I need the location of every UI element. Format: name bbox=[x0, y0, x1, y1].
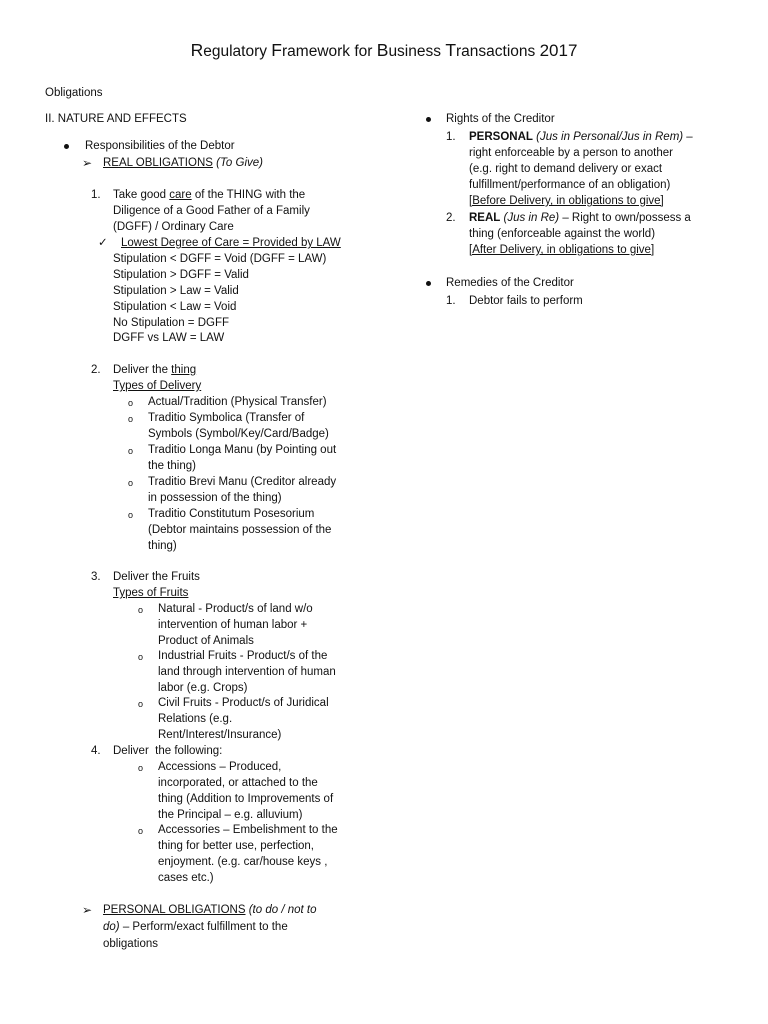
accessory-item: Accessories – Embelishment to the bbox=[158, 824, 338, 836]
circle-bullet-icon: o bbox=[138, 699, 144, 709]
after-delivery-note: [After Delivery, in obligations to give] bbox=[469, 244, 655, 256]
rights-of-creditor: Rights of the Creditor bbox=[446, 113, 555, 125]
item2-line: Deliver the thing bbox=[113, 364, 197, 376]
fruit-item: Rent/Interest/Insurance) bbox=[158, 729, 282, 741]
bullet-icon bbox=[64, 144, 69, 149]
real-obligations-line: REAL OBLIGATIONS (To Give) bbox=[103, 157, 263, 169]
personal-obligations-line: PERSONAL OBLIGATIONS (to do / not to bbox=[103, 904, 317, 916]
circle-bullet-icon: o bbox=[138, 763, 144, 773]
real-right-line1: REAL (Jus in Re) – Right to own/possess a bbox=[469, 212, 691, 224]
personal-right-line: right enforceable by a person to another bbox=[469, 147, 673, 159]
fruit-item: Civil Fruits - Product/s of Juridical bbox=[158, 697, 329, 709]
delivery-item: in possession of the thing) bbox=[148, 492, 282, 504]
personal-right-line1: PERSONAL (Jus in Personal/Jus in Rem) – bbox=[469, 131, 693, 143]
document-title: Regulatory Framework for Business Transactions 2017 bbox=[190, 40, 578, 60]
real-right-line: thing (enforceable against the world) bbox=[469, 228, 656, 240]
fruit-item: land through intervention of human bbox=[158, 666, 336, 678]
section-heading: II. NATURE AND EFFECTS bbox=[45, 113, 187, 125]
item-number: 1. bbox=[91, 189, 101, 201]
circle-bullet-icon: o bbox=[128, 446, 134, 456]
stipulation-line: DGFF vs LAW = LAW bbox=[113, 332, 225, 344]
personal-right-line: (e.g. right to demand delivery or exact bbox=[469, 163, 663, 175]
item4-line: Deliver the following: bbox=[113, 745, 223, 757]
fruit-item: Relations (e.g. bbox=[158, 713, 233, 725]
accession-item: thing (Addition to Improvements of bbox=[158, 793, 334, 805]
delivery-item: Symbols (Symbol/Key/Card/Badge) bbox=[148, 428, 329, 440]
arrow-bullet-icon: ➢ bbox=[82, 156, 93, 170]
item1-line1: Take good care of the THING with the bbox=[113, 189, 306, 201]
types-of-fruits-heading: Types of Fruits bbox=[113, 587, 189, 599]
accessory-item: thing for better use, perfection, bbox=[158, 840, 314, 852]
circle-bullet-icon: o bbox=[128, 478, 134, 488]
item3-line: Deliver the Fruits bbox=[113, 571, 200, 583]
lowest-degree-line: Lowest Degree of Care = Provided by LAW bbox=[121, 237, 341, 249]
circle-bullet-icon: o bbox=[128, 510, 134, 520]
accessory-item: cases etc.) bbox=[158, 872, 214, 884]
delivery-item: Actual/Tradition (Physical Transfer) bbox=[148, 396, 327, 408]
delivery-item: the thing) bbox=[148, 460, 196, 472]
accession-item: the Principal – e.g. alluvium) bbox=[158, 809, 303, 821]
personal-obligations-line2: do) – Perform/exact fulfillment to the bbox=[103, 921, 288, 933]
stipulation-line: No Stipulation = DGFF bbox=[113, 317, 230, 329]
stipulation-line: Stipulation < DGFF = Void (DGFF = LAW) bbox=[113, 253, 327, 265]
circle-bullet-icon: o bbox=[128, 414, 134, 424]
fruit-item: intervention of human labor + bbox=[158, 619, 308, 631]
item-number: 1. bbox=[446, 131, 456, 143]
debtor-responsibilities: Responsibilities of the Debtor bbox=[85, 140, 235, 152]
delivery-item: thing) bbox=[148, 540, 177, 552]
personal-obligations-line3: obligations bbox=[103, 938, 158, 950]
stipulation-line: Stipulation > DGFF = Valid bbox=[113, 269, 249, 281]
stipulation-line: Stipulation > Law = Valid bbox=[113, 285, 239, 297]
accession-item: incorporated, or attached to the bbox=[158, 777, 318, 789]
item-number: 2. bbox=[446, 212, 456, 224]
fruit-item: labor (e.g. Crops) bbox=[158, 682, 248, 694]
checkmark-icon: ✓ bbox=[98, 237, 108, 249]
delivery-item: Traditio Symbolica (Transfer of bbox=[148, 412, 305, 424]
obligations-heading: Obligations bbox=[45, 87, 103, 99]
delivery-item: Traditio Brevi Manu (Creditor already bbox=[148, 476, 337, 488]
bullet-icon bbox=[426, 117, 431, 122]
circle-bullet-icon: o bbox=[138, 652, 144, 662]
personal-right-line: fulfillment/performance of an obligation) bbox=[469, 179, 671, 191]
arrow-bullet-icon: ➢ bbox=[82, 903, 93, 917]
bullet-icon bbox=[426, 281, 431, 286]
item-number: 4. bbox=[91, 745, 101, 757]
accessory-item: enjoyment. (e.g. car/house keys , bbox=[158, 856, 328, 868]
item1-line2: Diligence of a Good Father of a Family bbox=[113, 205, 310, 217]
delivery-item: Traditio Constitutum Posesorium bbox=[148, 508, 315, 520]
circle-bullet-icon: o bbox=[138, 605, 144, 615]
remedy-item: Debtor fails to perform bbox=[469, 295, 583, 307]
delivery-item: (Debtor maintains possession of the bbox=[148, 524, 332, 536]
types-of-delivery-heading: Types of Delivery bbox=[113, 380, 202, 392]
fruit-item: Product of Animals bbox=[158, 635, 254, 647]
circle-bullet-icon: o bbox=[138, 826, 144, 836]
fruit-item: Natural - Product/s of land w/o bbox=[158, 603, 313, 615]
before-delivery-note: [Before Delivery, in obligations to give] bbox=[469, 195, 664, 207]
delivery-item: Traditio Longa Manu (by Pointing out bbox=[148, 444, 337, 456]
remedies-of-creditor: Remedies of the Creditor bbox=[446, 277, 574, 289]
item-number: 3. bbox=[91, 571, 101, 583]
accession-item: Accessions – Produced, bbox=[158, 761, 282, 773]
circle-bullet-icon: o bbox=[128, 398, 134, 408]
fruit-item: Industrial Fruits - Product/s of the bbox=[158, 650, 328, 662]
item1-line3: (DGFF) / Ordinary Care bbox=[113, 221, 234, 233]
stipulation-line: Stipulation < Law = Void bbox=[113, 301, 237, 313]
item-number: 1. bbox=[446, 295, 456, 307]
item-number: 2. bbox=[91, 364, 101, 376]
